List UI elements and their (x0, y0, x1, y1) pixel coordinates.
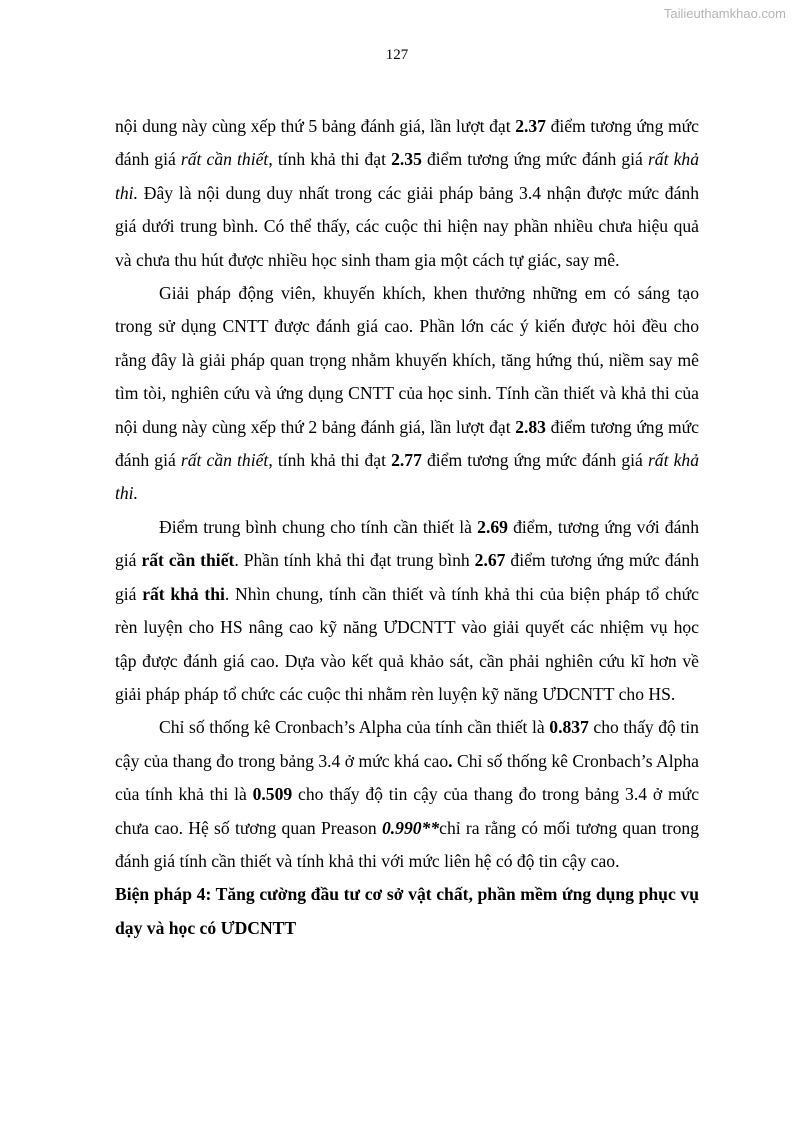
paragraph-4: Chỉ số thống kê Cronbach’s Alpha của tính cần thiết là 0.837 cho thấy độ tin cậy của thang đo trong bảng 3.4 ở mức khá cao. Chỉ số thống kê Cronbach’s Alpha của tính khả thi là 0.509 cho thấy độ tin cậy của thang đo trong bảng 3.4 ở mức chưa cao. Hệ số tương quan Preason 0.990**chỉ ra rằng có mối tương quan trong đánh giá tính cần thiết và tính khả thi với mức liên hệ có độ tin cậy cao. (115, 717, 700, 871)
watermark: Tailieuthamkhao.com (663, 6, 786, 21)
paragraph-1: nội dung này cùng xếp thứ 5 bảng đánh giá, lần lượt đạt 2.37 điểm tương ứng mức đánh giá rất cần thiết, tính khả thi đạt 2.35 điểm tương ứng mức đánh giá rất khả thi. Đây là nội dung duy nhất trong các giải pháp bảng 3.4 nhận được mức đánh giá dưới trung bình. Có thể thấy, các cuộc thi hiện nay phần nhiều chưa hiệu quả và chưa thu hút được nhiều học sinh tham gia một cách tự giác, say mê. (115, 116, 699, 270)
paragraph-2: Giải pháp động viên, khuyến khích, khen thưởng những em có sáng tạo trong sử dụng CNTT được đánh giá cao. Phần lớn các ý kiến được hỏi đều cho rằng đây là giải pháp quan trọng nhằm khuyến khích, tăng hứng thú, niềm say mê tìm tòi, nghiên cứu và ứng dụng CNTT của học sinh. Tính cần thiết và khả thi của nội dung này cùng xếp thứ 2 bảng đánh giá, lần lượt đạt 2.83 điểm tương ứng mức đánh giá rất cần thiết, tính khả thi đạt 2.77 điểm tương ứng mức đánh giá rất khả thi. (115, 283, 699, 504)
document-body (115, 110, 699, 945)
section-heading: Biện pháp 4: Tăng cường đầu tư cơ sở vật chất, phần mềm ứng dụng phục vụ dạy và học có ƯDCNTT (115, 884, 699, 938)
paragraph-3: Điểm trung bình chung cho tính cần thiết là 2.69 điểm, tương ứng với đánh giá rất cần thiết. Phần tính khả thi đạt trung bình 2.67 điểm tương ứng mức đánh giá rất khả thi. Nhìn chung, tính cần thiết và tính khả thi của biện pháp tổ chức rèn luyện cho HS nâng cao kỹ năng ƯDCNTT vào giải quyết các nhiệm vụ học tập được đánh giá cao. Dựa vào kết quả khảo sát, cần phải nghiên cứu kĩ hơn về giải pháp pháp tổ chức các cuộc thi nhằm rèn luyện kỹ năng ƯDCNTT cho HS. (115, 516, 699, 704)
page-number: 127 (385, 47, 409, 63)
